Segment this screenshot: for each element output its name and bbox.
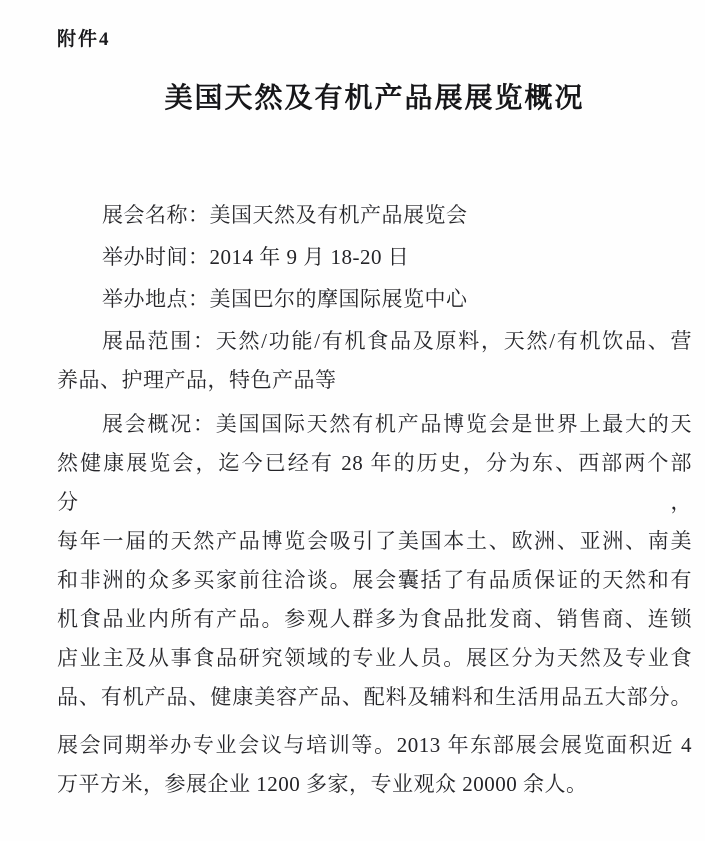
text-line-overview-2: 然健康展览会，迄今已经有 28 年的历史，分为东、西部两个部分， [57,451,692,514]
text-line-overview-8: 展会同期举办专业会议与培训等。2013 年东部展会展览面积近 4 [57,733,692,757]
text-line-exhibition-name: 展会名称：美国天然及有机产品展览会 [102,203,468,227]
text-line-exhibition-venue: 举办地点：美国巴尔的摩国际展览中心 [102,287,468,311]
document-title: 美国天然及有机产品展展览概况 [164,83,585,114]
text-line-overview-4: 和非洲的众多买家前往洽谈。展会囊括了有品质保证的天然和有 [57,568,692,592]
text-line-overview-1: 展会概况：美国国际天然有机产品博览会是世界上最大的天 [102,412,692,436]
text-line-exhibition-date: 举办时间：2014 年 9 月 18-20 日 [102,245,410,269]
text-line-scope-1: 展品范围：天然/功能/有机食品及原料，天然/有机饮品、营 [102,329,692,353]
text-line-overview-3: 每年一届的天然产品博览会吸引了美国本土、欧洲、亚洲、南美 [57,529,692,553]
text-line-overview-6: 店业主及从事食品研究领域的专业人员。展区分为天然及专业食 [57,646,692,670]
text-line-overview-9: 万平方米，参展企业 1200 多家，专业观众 20000 余人。 [57,772,588,796]
attachment-label: 附件4 [57,29,111,50]
text-line-scope-2: 养品、护理产品，特色产品等 [57,368,337,392]
text-line-overview-7: 品、有机产品、健康美容产品、配料及辅料和生活用品五大部分。 [57,685,692,709]
text-line-overview-5: 机食品业内所有产品。参观人群多为食品批发商、销售商、连锁 [57,607,692,631]
document-body [57,196,692,804]
